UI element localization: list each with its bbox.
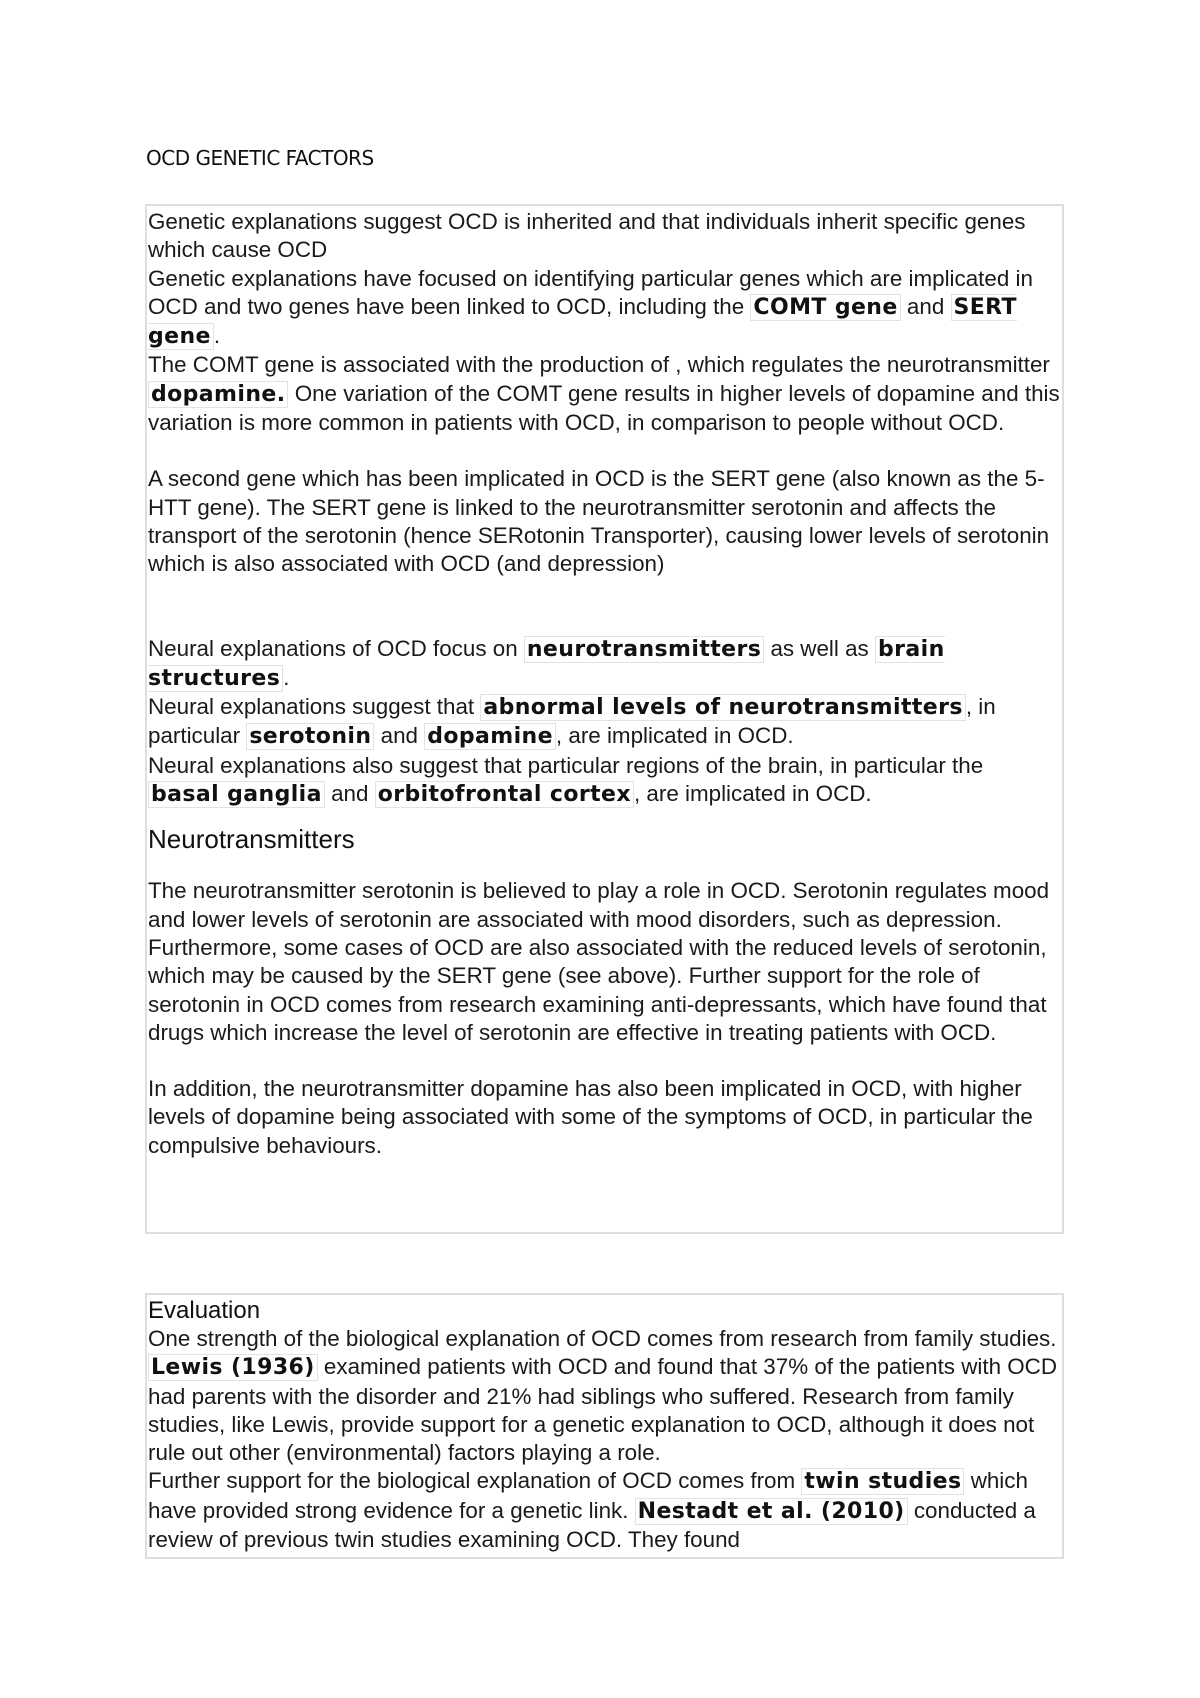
term-basal-ganglia: basal ganglia: [148, 781, 325, 808]
paragraph-genetic-intro: Genetic explanations suggest OCD is inherited and that individuals inherit specific genes which cause OCD: [148, 209, 1026, 263]
paragraph-neural-focus: Neural explanations of OCD focus on neurotransmitters as well as brain structures .: [148, 635, 945, 691]
paragraph-twin-studies: Further support for the biological explanation of OCD comes from twin studies which have provided strong evidence for a genetic link. Nestadt et al. (2010) conducted a review of previous twin studies examining OCD. They found: [148, 1468, 1036, 1553]
paragraph-brain-regions: Neural explanations also suggest that particular regions of the brain, in particular the basal ganglia and orbitofrontal cortex , are implicated in OCD.: [148, 752, 984, 808]
term-comt-gene: COMT gene: [750, 294, 900, 321]
evaluation-box: [145, 1293, 1064, 1559]
paragraph-sert: A second gene which has been implicated in OCD is the SERT gene (also known as the 5-HTT gene). The SERT gene is linked to the neurotransmitter serotonin and affects the transport of the serotonin (hence SERotonin Transporter), causing lower levels of serotonin which is also associated with OCD (and depression): [148, 466, 1050, 577]
term-lewis-1936: Lewis (1936): [148, 1354, 318, 1381]
term-nestadt-2010: Nestadt et al. (2010): [635, 1498, 908, 1525]
paragraph-dopamine: In addition, the neurotransmitter dopamine has also been implicated in OCD, with higher levels of dopamine being associated with some of the symptoms of OCD, in particular the compulsive behaviours.: [148, 1076, 1033, 1158]
term-dopamine: dopamine.: [148, 381, 288, 408]
section-heading-neurotransmitters: Neurotransmitters: [148, 824, 355, 855]
term-sert-gene: SERT gene: [148, 294, 1017, 350]
term-twin-studies: twin studies: [801, 1468, 964, 1495]
term-abnormal-levels: abnormal levels of neurotransmitters: [480, 694, 966, 721]
term-serotonin: serotonin: [246, 723, 374, 750]
paragraph-neural-levels: Neural explanations suggest that abnormal levels of neurotransmitters , in particular serotonin and dopamine , are implicated in OCD.: [148, 694, 996, 750]
paragraph-family-studies: One strength of the biological explanation of OCD comes from research from family studies. Lewis (1936) examined patients with OCD and found that 37% of the patients with OCD had parents with the disorder and 21% had siblings who suffered. Research from family studies, like Lewis, provide support for a genetic explanation to OCD, although it does not rule out other (environmental) factors playing a role.: [148, 1326, 1057, 1466]
term-dopamine-2: dopamine: [424, 723, 556, 750]
term-orbitofrontal-cortex: orbitofrontal cortex: [375, 781, 634, 808]
term-neurotransmitters: neurotransmitters: [524, 636, 764, 663]
paragraph-serotonin: The neurotransmitter serotonin is believed to play a role in OCD. Serotonin regulates mood and lower levels of serotonin are associated with mood disorders, such as depression. Furthermore, some cases of OCD are also associated with the reduced levels of serotonin, which may be caused by the SERT gene (see above). Further support for the role of serotonin in OCD comes from research examining anti-depressants, which have found that drugs which increase the level of serotonin are effective in treating patients with OCD.: [148, 878, 1050, 1045]
section-heading-evaluation: Evaluation: [148, 1297, 261, 1324]
term-brain-structures: brain structures: [148, 636, 945, 691]
genetic-explanations-box: [145, 204, 1064, 1234]
paragraph-genes-linked: Genetic explanations have focused on identifying particular genes which are implicated in OCD and two genes have been linked to OCD, including the COMT gene and SERT gene .: [148, 265, 1033, 350]
paragraph-comt: The COMT gene is associated with the production of , which regulates the neurotransmitter dopamine. One variation of the COMT gene results in higher levels of dopamine and this variation is more common in patients with OCD, in comparison to people without OCD.: [148, 352, 1060, 436]
page-title: OCD GENETIC FACTORS: [146, 146, 374, 170]
